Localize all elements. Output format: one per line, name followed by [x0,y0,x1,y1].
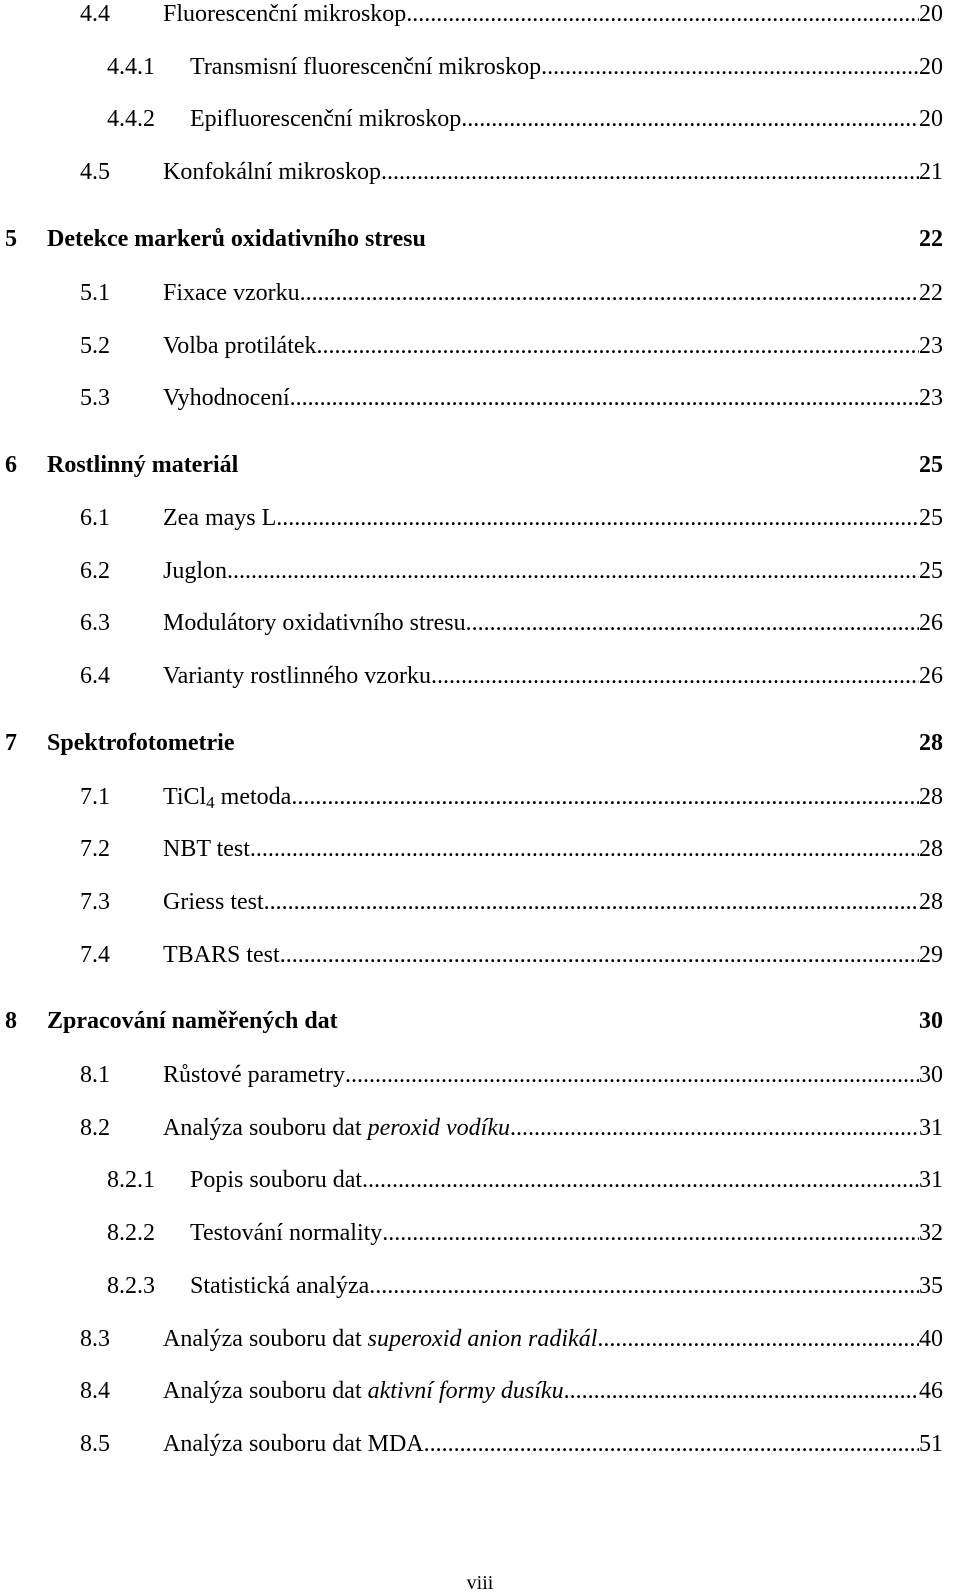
toc-leader-dots [431,656,919,696]
toc-leader-dots [510,1108,919,1148]
toc-entry[interactable] [0,603,960,643]
toc-leader-dots [317,326,919,366]
toc-leader-dots [291,777,919,817]
toc-entry[interactable] [0,47,960,87]
toc-chapter-title: Spektrofotometrie [47,730,235,756]
toc-entry[interactable] [0,935,960,975]
toc-entry[interactable] [0,152,960,192]
toc-entry-number: 8.2 [80,1115,110,1141]
toc-entry[interactable] [0,1160,960,1200]
toc-leader-dots [369,1266,919,1306]
toc-entry-number: 8.2.3 [107,1273,155,1299]
toc-leader-dots [466,603,919,643]
toc-entry-number: 6.1 [80,505,110,531]
toc-entry-page: 31 [919,1115,943,1141]
toc-entry[interactable] [0,777,960,817]
toc-entry-page: 46 [919,1378,943,1404]
toc-title-italic: peroxid vodíku [367,1115,511,1141]
toc-leader-dots [300,273,919,313]
toc-leader-dots [461,99,919,139]
toc-entry-title: Volba protilátek [163,333,317,359]
toc-entry-number: 6.4 [80,663,110,689]
toc-chapter[interactable] [0,1001,960,1041]
toc-entry-title [163,1108,510,1148]
toc-entry-page: 32 [919,1220,943,1246]
toc-entry-number: 7.2 [80,836,110,862]
toc-entry-number: 5.3 [80,385,110,411]
toc-entry-number: 8.4 [80,1378,110,1404]
page-number: viii [466,1572,494,1594]
toc-entry-number: 7.1 [80,784,110,810]
toc-chapter[interactable] [0,723,960,763]
toc-entry[interactable] [0,1319,960,1359]
toc-leader-dots [280,935,919,975]
toc-entry[interactable] [0,829,960,869]
toc-entry-page: 51 [919,1431,943,1457]
toc-entry[interactable] [0,656,960,696]
toc-chapter-number: 6 [5,452,17,478]
toc-entry-title: Analýza souboru dat MDA [163,1431,424,1457]
toc-chapter-page: 22 [919,226,943,252]
toc-title-italic: superoxid anion radikál [367,1326,598,1352]
toc-entry[interactable] [0,99,960,139]
toc-entry-page: 25 [919,558,943,584]
toc-entry[interactable] [0,498,960,538]
toc-leader-dots [597,1319,919,1359]
toc-chapter-number: 5 [5,226,17,252]
toc-entry-number: 8.5 [80,1431,110,1457]
toc-chapter[interactable] [0,445,960,485]
toc-chapter-title: Detekce markerů oxidativního stresu [47,226,426,252]
toc-entry-page: 29 [919,942,943,968]
toc-leader-dots [250,829,919,869]
toc-entry-title: Modulátory oxidativního stresu [163,610,466,636]
toc-chapter[interactable] [0,219,960,259]
toc-title-part: Analýza souboru dat [163,1115,368,1141]
toc-title-italic: aktivní formy dusíku [367,1378,564,1404]
toc-chapter-page: 25 [919,452,943,478]
toc-entry[interactable] [0,551,960,591]
toc-entry-page: 28 [919,784,943,810]
toc-leader-dots [382,1213,919,1253]
toc-title-part: metoda [214,784,292,810]
toc-entry-number: 5.1 [80,280,110,306]
toc-entry-title [163,777,291,817]
toc-entry-title: Griess test [163,889,264,915]
toc-entry-number: 4.4.1 [107,54,155,80]
toc-entry-page: 28 [919,889,943,915]
toc-leader-dots [541,47,919,87]
toc-entry-title: TBARS test [163,942,280,968]
toc-entry-page: 20 [919,106,943,132]
toc-entry-page: 22 [919,280,943,306]
toc-entry-title: Fluorescenční mikroskop [163,1,407,27]
toc-entry-title: Konfokální mikroskop [163,159,381,185]
toc-leader-dots [227,551,919,591]
toc-leader-dots [345,1055,919,1095]
toc-entry-number: 8.2.1 [107,1167,155,1193]
toc-entry-number: 7.3 [80,889,110,915]
toc-entry-title: NBT test [163,836,250,862]
toc-entry-title: Epifluorescenční mikroskop [190,106,462,132]
toc-entry-page: 35 [919,1273,943,1299]
toc-entry-number: 6.3 [80,610,110,636]
toc-title-part: Analýza souboru dat [163,1326,368,1352]
toc-entry-page: 31 [919,1167,943,1193]
toc-entry-page: 23 [919,385,943,411]
toc-entry-number: 8.3 [80,1326,110,1352]
toc-leader-dots [362,1160,919,1200]
toc-entry-number: 4.5 [80,159,110,185]
toc-entry-page: 20 [919,54,943,80]
toc-entry-title: Transmisní fluorescenční mikroskop [190,54,542,80]
toc-entry[interactable] [0,1213,960,1253]
toc-entry[interactable] [0,1108,960,1148]
toc-entry[interactable] [0,1266,960,1306]
toc-entry-page: 20 [919,1,943,27]
toc-entry[interactable] [0,1371,960,1411]
toc-leader-dots [282,498,919,538]
toc-entry-page: 30 [919,1062,943,1088]
toc-entry-page: 21 [919,159,943,185]
toc-chapter-page: 30 [919,1008,943,1034]
toc-entry-page: 23 [919,333,943,359]
toc-entry[interactable] [0,882,960,922]
toc-entry-number: 8.2.2 [107,1220,155,1246]
toc-entry-number: 7.4 [80,942,110,968]
toc-entry-number: 5.2 [80,333,110,359]
toc-title-part: Analýza souboru dat [163,1378,368,1404]
toc-entry-page: 26 [919,610,943,636]
toc-chapter-number: 7 [5,730,17,756]
toc-chapter-title: Rostlinný materiál [47,452,239,478]
toc-entry-title: Statistická analýza [190,1273,370,1299]
toc-title-part: TiCl [163,784,207,810]
toc-chapter-number: 8 [5,1008,17,1034]
toc-entry-title: Zea mays L. [163,505,283,531]
toc-entry-page: 40 [919,1326,943,1352]
toc-leader-dots [424,1424,919,1464]
toc-entry-page: 26 [919,663,943,689]
toc-entry-title: Vyhodnocení [163,385,290,411]
toc-entry[interactable] [0,326,960,366]
toc-entry[interactable] [0,0,960,34]
toc-leader-dots [264,882,919,922]
toc-entry-title: Růstové parametry [163,1062,345,1088]
toc-chapter-title: Zpracování naměřených dat [47,1008,338,1034]
toc-entry-page: 28 [919,836,943,862]
toc-entry[interactable] [0,1424,960,1464]
toc-title-subscript: 4 [206,793,215,812]
toc-chapter-page: 28 [919,730,943,756]
toc-entry-page: 25 [919,505,943,531]
toc-leader-dots [290,378,919,418]
toc-entry-title: Juglon [163,558,228,584]
toc-entry-number: 4.4 [80,1,110,27]
toc-entry-number: 6.2 [80,558,110,584]
toc-entry[interactable] [0,1055,960,1095]
toc-entry-title [163,1319,597,1359]
toc-entry[interactable] [0,378,960,418]
toc-entry-title: Fixace vzorku [163,280,300,306]
toc-entry-number: 4.4.2 [107,106,155,132]
toc-entry-title: Popis souboru dat [190,1167,363,1193]
toc-entry[interactable] [0,273,960,313]
toc-leader-dots [406,0,919,34]
toc-entry-title: Testování normality [190,1220,383,1246]
toc-entry-title [163,1371,564,1411]
toc-entry-title: Varianty rostlinného vzorku [163,663,431,689]
toc-leader-dots [564,1371,919,1411]
toc-entry-number: 8.1 [80,1062,110,1088]
toc-leader-dots [381,152,919,192]
